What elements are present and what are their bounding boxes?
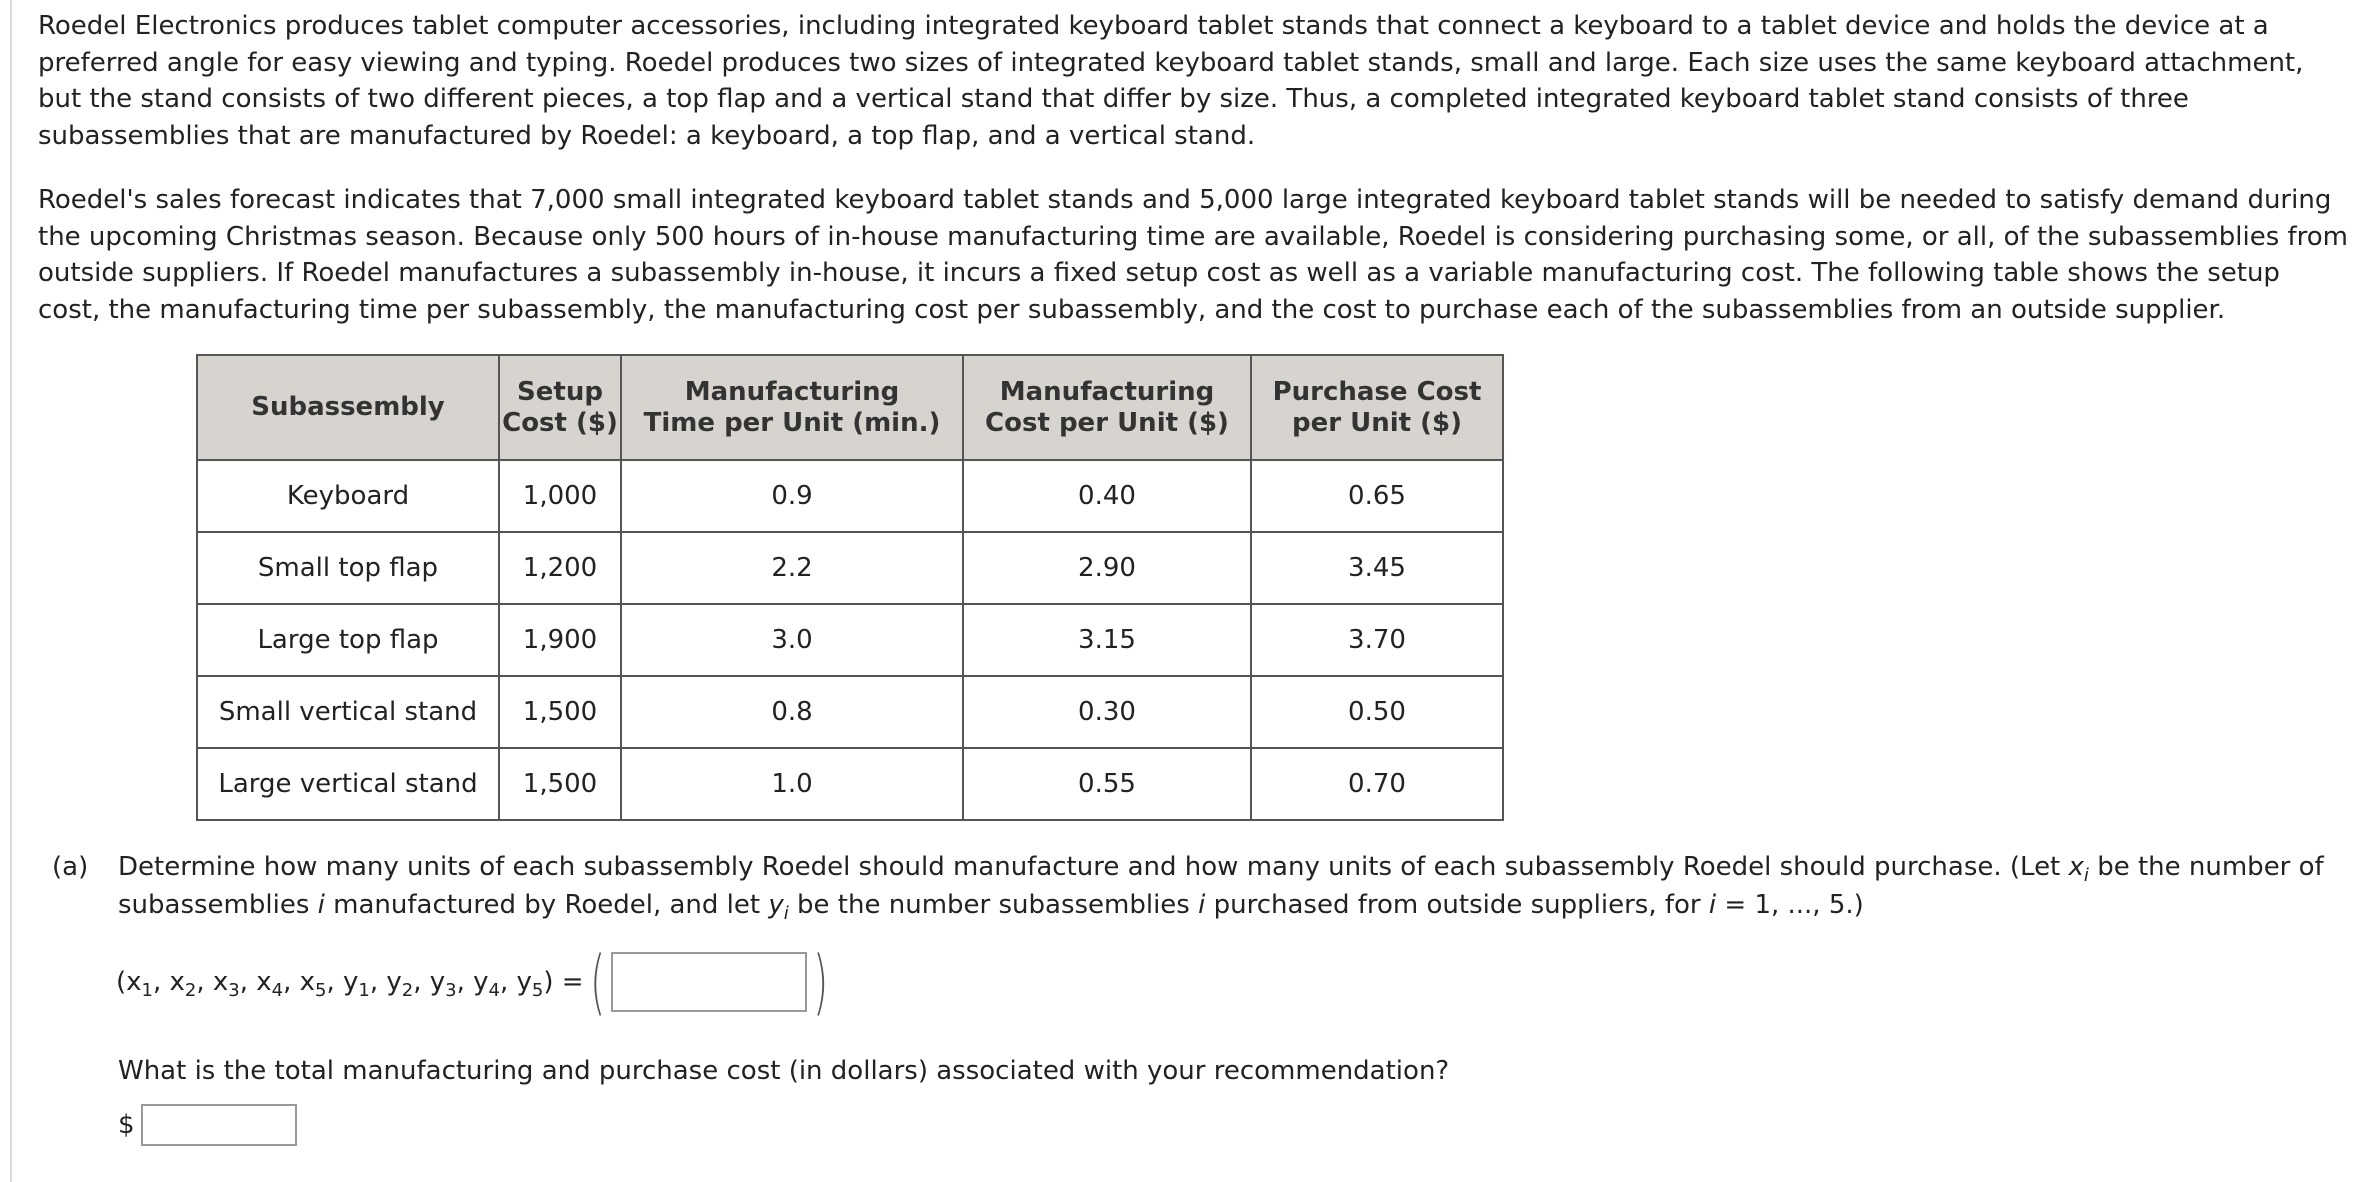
cell-setup-cost: 1,500	[499, 748, 621, 820]
cell-setup-cost: 1,500	[499, 676, 621, 748]
header-setup-cost: Setup Cost ($)	[499, 355, 621, 460]
total-cost-question: What is the total manufacturing and purchase cost (in dollars) associated with your recommendation?	[118, 1056, 1450, 1086]
table-row	[197, 748, 1503, 820]
cell-purchase-cost: 0.65	[1251, 460, 1503, 532]
total-cost-input[interactable]	[141, 1104, 297, 1146]
part-a-label: (a)	[52, 852, 89, 882]
table-row	[197, 532, 1503, 604]
cell-setup-cost: 1,200	[499, 532, 621, 604]
header-manufacturing-cost: Manufacturing Cost per Unit ($)	[963, 355, 1251, 460]
dollar-sign: $	[118, 1110, 135, 1140]
cell-manufacturing-cost: 2.90	[963, 532, 1251, 604]
cell-purchase-cost: 0.50	[1251, 676, 1503, 748]
right-paren-icon: )	[813, 941, 829, 1023]
tuple-answer-row	[116, 942, 834, 1022]
forecast-paragraph: Roedel's sales forecast indicates that 7,000 small integrated keyboard tablet stands and 5,000 large integrated keyboard tablet stands will be needed to satisfy demand during the upcoming Christmas season. Because only 500 hours of in-house manufacturing time are available, Roedel is considering purchasing some, or all, of the subassemblies from outside suppliers. If Roedel manufactures a subassembly in-house, it incurs a fixed setup cost as well as a variable manufacturing cost. The following table shows the setup cost, the manufacturing time per subassembly, the manufacturing cost per subassembly, and the cost to purchase each of the subassemblies from an outside supplier.	[38, 185, 2349, 325]
tuple-label: ($x_1$, $x_2$, $x_3$, $x_4$, $x_5$, $y_1$, $y_2$, $y_3$, $y_4$, $y_5$) =	[116, 967, 584, 1001]
cell-manufacturing-cost: 0.30	[963, 676, 1251, 748]
cell-manufacturing-time: 0.8	[621, 676, 963, 748]
cell-manufacturing-time: 1.0	[621, 748, 963, 820]
part-a-question: Determine how many units of each subassembly Roedel should manufacture and how many units of each subassembly Roedel should purchase. (Let $x_i$ be the number of subassemblies i manufactured by Roedel, and let $y_i$ be the number subassemblies i purchased from outside suppliers, for i = 1, ..., 5.)	[118, 852, 2324, 924]
cell-manufacturing-time: 2.2	[621, 532, 963, 604]
cell-purchase-cost: 3.45	[1251, 532, 1503, 604]
left-paren-icon: (	[589, 941, 605, 1023]
cell-manufacturing-cost: 0.55	[963, 748, 1251, 820]
table-header-row	[197, 355, 1503, 460]
header-purchase-cost: Purchase Cost per Unit ($)	[1251, 355, 1503, 460]
cell-manufacturing-time: 3.0	[621, 604, 963, 676]
cell-manufacturing-cost: 0.40	[963, 460, 1251, 532]
cell-subassembly: Keyboard	[197, 460, 499, 532]
cell-purchase-cost: 0.70	[1251, 748, 1503, 820]
header-subassembly: Subassembly	[197, 355, 499, 460]
left-divider	[10, 0, 12, 1182]
cell-manufacturing-time: 0.9	[621, 460, 963, 532]
table-row	[197, 676, 1503, 748]
tuple-answer-input[interactable]	[611, 952, 807, 1012]
cell-setup-cost: 1,900	[499, 604, 621, 676]
cell-manufacturing-cost: 3.15	[963, 604, 1251, 676]
table-row	[197, 460, 1503, 532]
cell-purchase-cost: 3.70	[1251, 604, 1503, 676]
table-row	[197, 604, 1503, 676]
cost-answer-row	[118, 1104, 297, 1146]
cell-subassembly: Small top flap	[197, 532, 499, 604]
cell-subassembly: Small vertical stand	[197, 676, 499, 748]
subassembly-table	[196, 354, 1504, 821]
cell-subassembly: Large top flap	[197, 604, 499, 676]
header-manufacturing-time: Manufacturing Time per Unit (min.)	[621, 355, 963, 460]
intro-paragraph: Roedel Electronics produces tablet computer accessories, including integrated keyboard tablet stands that connect a keyboard to a tablet device and holds the device at a preferred angle for easy viewing and typing. Roedel produces two sizes of integrated keyboard tablet stands, small and large. Each size uses the same keyboard attachment, but the stand consists of two different pieces, a top flap and a vertical stand that differ by size. Thus, a completed integrated keyboard tablet stand consists of three subassemblies that are manufactured by Roedel: a keyboard, a top flap, and a vertical stand.	[38, 11, 2304, 151]
cell-subassembly: Large vertical stand	[197, 748, 499, 820]
cell-setup-cost: 1,000	[499, 460, 621, 532]
